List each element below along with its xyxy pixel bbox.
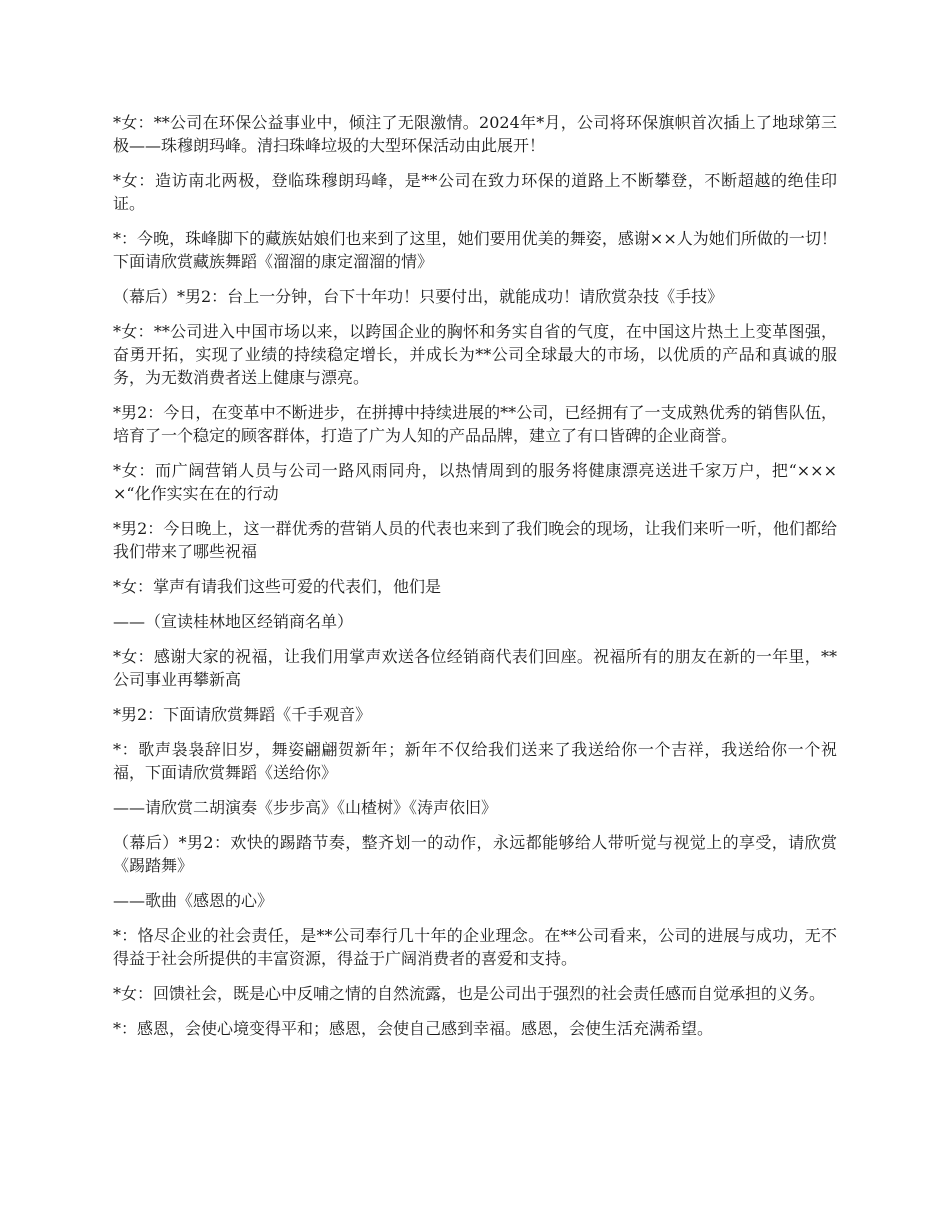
paragraph: ——请欣赏二胡演奏《步步高》《山楂树》《涛声依旧》	[113, 798, 498, 817]
paragraph: ——（宣读桂林地区经销商名单）	[113, 612, 354, 631]
paragraph: *女：而广阔营销人员与公司一路风雨同舟，以热情周到的服务将健康漂亮送进千家万户，把“××××“化作实实在在的行动	[113, 461, 837, 503]
paragraph: *女：掌声有请我们这些可爱的代表们，他们是	[113, 577, 442, 596]
paragraph: *女：感谢大家的祝福，让我们用掌声欢送各位经销商代表们回座。祝福所有的朋友在新的一年里，**公司事业再攀新高	[113, 647, 837, 689]
paragraph: *男2：今日，在变革中不断进步，在拼搏中持续进展的**公司，已经拥有了一支成熟优秀的销售队伍，培育了一个稳定的顾客群体，打造了广为人知的产品品牌，建立了有口皆碑的企业商誉。	[113, 403, 837, 445]
paragraph: *女：回馈社会，既是心中反哺之情的自然流露，也是公司出于强烈的社会责任感而自觉承担的义务。	[113, 984, 826, 1003]
paragraph: *女：**公司在环保公益事业中，倾注了无限激情。2024年*月，公司将环保旗帜首次插上了地球第三极——珠穆朗玛峰。清扫珠峰垃圾的大型环保活动由此展开！	[113, 113, 837, 155]
paragraph: （幕后）*男2：欢快的踢踏节奏，整齐划一的动作，永远都能够给人带听觉与视觉上的享受，请欣赏《踢踏舞》	[113, 833, 837, 875]
paragraph: *男2：下面请欣赏舞蹈《千手观音》	[113, 705, 372, 724]
paragraph: *：恪尽企业的社会责任，是**公司奉行几十年的企业理念。在**公司看来，公司的进展与成功，无不得益于社会所提供的丰富资源，得益于广阔消费者的喜爱和支持。	[113, 926, 837, 968]
paragraph: *：感恩，会使心境变得平和；感恩，会使自己感到幸福。感恩，会使生活充满希望。	[113, 1019, 714, 1038]
paragraph: （幕后）*男2：台上一分钟，台下十年功！只要付出，就能成功！请欣赏杂技《手技》	[113, 287, 724, 306]
paragraph: *：今晚，珠峰脚下的藏族姑娘们也来到了这里，她们要用优美的舞姿，感谢××人为她们所做的一切！下面请欣赏藏族舞蹈《溜溜的康定溜溜的情》	[113, 229, 837, 271]
document-body	[113, 111, 837, 1052]
paragraph: *女：**公司进入中国市场以来，以跨国企业的胸怀和务实自省的气度，在中国这片热土上变革图强，奋勇开拓，实现了业绩的持续稳定增长，并成长为**公司全球最大的市场，以优质的产品和真诚的服务，为无数消费者送上健康与漂亮。	[113, 322, 837, 387]
paragraph: *女：造访南北两极，登临珠穆朗玛峰，是**公司在致力环保的道路上不断攀登，不断超越的绝佳印证。	[113, 171, 837, 213]
paragraph: ——歌曲《感恩的心》	[113, 891, 274, 910]
paragraph: *男2：今日晚上，这一群优秀的营销人员的代表也来到了我们晚会的现场，让我们来听一听，他们都给我们带来了哪些祝福	[113, 519, 837, 561]
paragraph: *：歌声袅袅辞旧岁，舞姿翩翩贺新年；新年不仅给我们送来了我送给你一个吉祥，我送给你一个祝福，下面请欣赏舞蹈《送给你》	[113, 740, 837, 782]
